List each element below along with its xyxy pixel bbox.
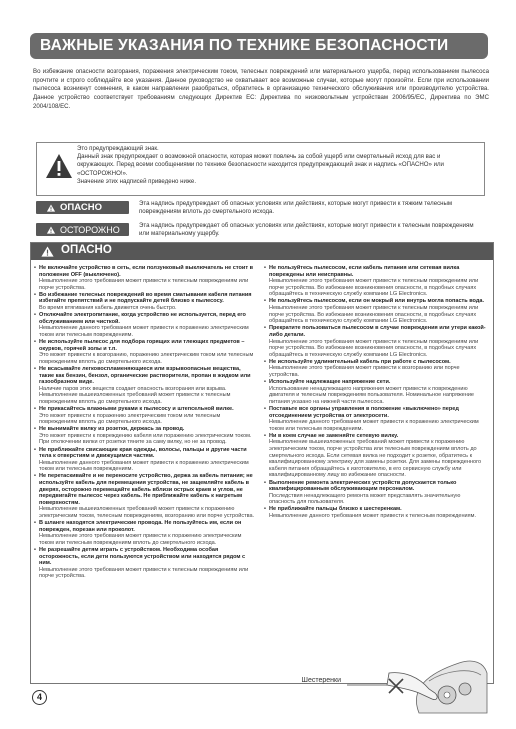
- item-heading: Не вынимайте вилку из розетки, держась за провод.: [39, 426, 185, 433]
- caution-label-text: ОСТОРОЖНО: [60, 225, 120, 235]
- list-item: [34, 406, 256, 426]
- gears-hazard-illustration: [269, 633, 489, 715]
- item-heading: Отключайте электропитание, когда устройство не используется, перед его обслуживанием или чисткой.: [39, 312, 246, 325]
- item-heading: Не приближайте пальцы близко к шестеренкам.: [269, 506, 402, 513]
- item-heading: В шланге находятся электрические провода. Не пользуйтесь им, если он поврежден, порезан или проколот.: [39, 520, 242, 533]
- gears-callout-label: Шестеренки: [301, 677, 341, 684]
- item-detail: Невыполнение данного требования может привести к телесным повреждениям.: [269, 512, 476, 519]
- list-item: [34, 312, 256, 338]
- item-heading: Не перетаскивайте и не переносите устройство, держа за кабель питания; не используйте кабель для перемещения устройства, не защемляйте кабель в дверях, осторожно перемещайте кабель вблизи острых краев и углов, не передвигайте пылесос через кабель. Не приближайте кабель к нагретым поверхностям.: [39, 473, 253, 506]
- item-detail: Невыполнение данного требования может привести к поражению электрическим током или телесным повреждениям.: [269, 419, 479, 432]
- list-item: [34, 426, 256, 446]
- item-detail: Невыполнение этого требования может привести к телесным повреждениям или порче устройства. Во избежание возникновения опасности, в подобных случаях обращайтесь в техническую службу компании LG Electronics.: [269, 305, 479, 325]
- list-item: [264, 298, 488, 324]
- list-item: [264, 480, 488, 506]
- list-item: [264, 433, 488, 479]
- danger-signal-label: [36, 201, 129, 214]
- item-detail: Невыполнение этого требования может привести к телесным повреждениям или порче устройства. Во избежание возникновения опасности, в подобных случаях обращайтесь в техническую службу компании LG Electronics.: [269, 338, 479, 358]
- intro-paragraph: Во избежание опасности возгорания, поражения электрическим током, телесных повреждений или материального ущерба, перед использованием пылесоса прочтите и строго соблюдайте все указания. Данное руководство не охватывает все возможные случаи, которые могут произойти. Если при использовании пылесоса возникнут сомнения, в каком направлении разобраться, обратитесь в организацию технического обслуживания или производителю устройства. Данное устройство соответствует требованиям следующих Директив ЕС: Директива по низковольтным устройствам 2006/95/EC, Директива по ЭМС 2004/108/EC.: [33, 68, 489, 110]
- item-heading: Не используйте пылесос для подбора горящих или тлеющих предметов – окурков, горячей золы и т.п.: [39, 339, 245, 352]
- item-heading: Не пользуйтесь пылесосом, если кабель питания или сетевая вилка повреждены или неисправны.: [269, 265, 460, 278]
- warning-triangle-icon: [45, 153, 73, 179]
- item-detail: Невыполнение вышеизложенных требований может привести к поражению электрическим током, порче устройства или телесным повреждениям вплоть до смертельного исхода. Если сетевая вилка не подходит к розетке, обратитесь к квалифицированному электрику для замены розетки. Для замены поврежденного кабеля питания обращайтесь к изготовителю, в его сервисную службу или квалифицированному лицу во избежание опасности.: [269, 439, 482, 479]
- item-heading: Не пользуйтесь пылесосом, если он мокрый или внутрь могла попасть вода.: [269, 298, 485, 305]
- danger-header-text: ОПАСНО: [61, 244, 112, 256]
- list-item: [264, 325, 488, 358]
- list-item: [34, 473, 256, 519]
- item-detail: Невыполнение вышеизложенных требований может привести к поражению электрическим током, телесным повреждениям, возгоранию или порче устройства.: [39, 506, 255, 519]
- item-detail: Невыполнение этого требования может привести к телесным повреждениям или порче устройства.: [39, 566, 249, 580]
- item-heading: Выполнение ремонта электрических устройств допускается только квалифицированным обслуживающим персоналом.: [269, 479, 457, 493]
- item-heading: Ни в коем случае не заменяйте сетевую вилку.: [269, 432, 399, 439]
- list-item: [34, 520, 256, 546]
- warning-line-3: Значение этих надписей приведено ниже.: [77, 177, 197, 185]
- list-item: [264, 406, 488, 432]
- item-heading: Не прикасайтесь влажными руками к пылесосу и штепсельной вилке.: [39, 405, 234, 412]
- list-item: [34, 547, 256, 580]
- item-detail: Невыполнение этого требования может привести к поражению электрическим током или телесным повреждениям вплоть до смертельного исхода.: [39, 533, 242, 546]
- list-item: [34, 447, 256, 473]
- item-detail: Во время втягивания кабель движется очень быстро.: [39, 305, 177, 312]
- warning-triangle-icon: [46, 204, 56, 212]
- item-detail: Наличие паров этих веществ создает опасность возгорания или взрыва. Невыполнение вышеизложенных требований может привести к телесным повреждениям вплоть до смертельного исхода.: [39, 385, 231, 405]
- item-detail: Невыполнение данного требования может привести к поражению электрическим током или телесным повреждениям.: [39, 325, 249, 338]
- list-item: [264, 359, 488, 379]
- item-heading: Во избежание телесных повреждений во время сматывания кабеля питания избегайте препятствий и не подпускайте детей близко к пылесосу.: [39, 291, 252, 305]
- item-detail: Использование ненадлежащего напряжения может привести к повреждению двигателя и телесным повреждениям пользователя. Номинальное напряжение питания указано на нижней части пылесоса.: [269, 385, 474, 405]
- danger-description: Эта надпись предупреждает об опасных условиях или действиях, которые могут привести к тяжким телесным повреждениям вплоть до смертельного исхода.: [139, 200, 453, 216]
- list-item: [34, 339, 256, 365]
- item-heading: Используйте надлежащее напряжение сети.: [269, 379, 391, 386]
- list-item: [34, 265, 256, 291]
- right-column: [264, 265, 488, 520]
- item-heading: Поставьте все органы управления в положение «выключено» перед отсоединением устройства от электросети.: [269, 405, 459, 419]
- item-heading: Не включайте устройство в сеть, если ползунковый выключатель не стоит в положение OFF (выключено).: [39, 265, 253, 278]
- item-heading: Не приближайте свисающие края одежды, волосы, пальцы и другие части тела к отверстиям и движущимся частям.: [39, 446, 247, 460]
- item-detail: Это может привести к поражению электрическим током или телесным повреждениям вплоть до смертельного исхода.: [39, 412, 221, 426]
- warning-triangle-icon: [41, 246, 54, 257]
- item-detail: Невыполнение этого требования может привести к телесным повреждениям или порче устройства.: [39, 278, 249, 291]
- item-heading: Не всасывайте легковоспламеняющиеся или взрывоопасные вещества, такие как бензин, бензол, органические растворители, пропан в жидком или газообразном виде.: [39, 365, 251, 386]
- item-detail: Последствия ненадлежащего ремонта может представлять значительную опасность для пользователя.: [269, 492, 461, 506]
- danger-label-text: ОПАСНО: [60, 202, 102, 213]
- item-detail: Это может привести к повреждению кабеля или поражению электрическим током. При отключении вилки от розетки тяните за саму вилку, но не за провод.: [39, 432, 252, 446]
- warning-box-text: [77, 145, 477, 186]
- warning-line-2: Данный знак предупреждает о возможной опасности, которая может повлечь за собой ущерб или смертельный исход для вас и окружающих. Перед всеми сообщениями по технике безопасности находится предупреждающий знак и надпись «ОПАСНО» или «ОСТОРОЖНО!».: [77, 153, 444, 177]
- title-banner: [30, 33, 488, 59]
- item-detail: Невыполнение данного требования может привести к поражению электрическим током или телесным повреждениям.: [39, 459, 249, 473]
- list-item: [34, 366, 256, 406]
- caution-signal-label: [36, 223, 129, 236]
- list-item: [264, 506, 488, 519]
- page-title: ВАЖНЫЕ УКАЗАНИЯ ПО ТЕХНИКЕ БЕЗОПАСНОСТИ: [40, 37, 449, 54]
- list-item: [34, 292, 256, 312]
- danger-header: [31, 243, 493, 260]
- item-heading: Не разрешайте детям играть с устройством. Необходима особая осторожность, если дети пользуются устройством или находятся рядом с ним.: [39, 546, 246, 567]
- caution-description: Эта надпись предупреждает об опасных условиях или действиях, которые могут привести к телесным повреждениям или материальному ущербу.: [139, 222, 474, 238]
- warning-line-1: Это предупреждающий знак.: [77, 145, 159, 152]
- item-heading: Не используйте удлинительный кабель при работе с пылесосом.: [269, 358, 451, 365]
- left-column: [34, 265, 256, 580]
- item-detail: Невыполнение этого требования может привести к телесным повреждениям или порче устройства. Во избежание возникновения опасности, в подобных случаях обращайтесь в техническую службу компании LG Electronics.: [269, 278, 479, 298]
- danger-instructions-box: [30, 242, 494, 684]
- warning-triangle-icon: [46, 226, 56, 234]
- item-detail: Это может привести к возгоранию, поражению электрическим током или телесным повреждениям вплоть до смертельного исхода.: [39, 352, 254, 365]
- page-number: 4: [32, 690, 47, 705]
- item-detail: Невыполнение этого требования может привести к возгоранию или порче устройства.: [269, 365, 460, 378]
- list-item: [264, 265, 488, 298]
- warning-symbol-box: [36, 142, 485, 196]
- item-heading: Прекратите пользоваться пылесосом в случае повреждения или утери какой-либо детали.: [269, 325, 486, 338]
- list-item: [264, 379, 488, 405]
